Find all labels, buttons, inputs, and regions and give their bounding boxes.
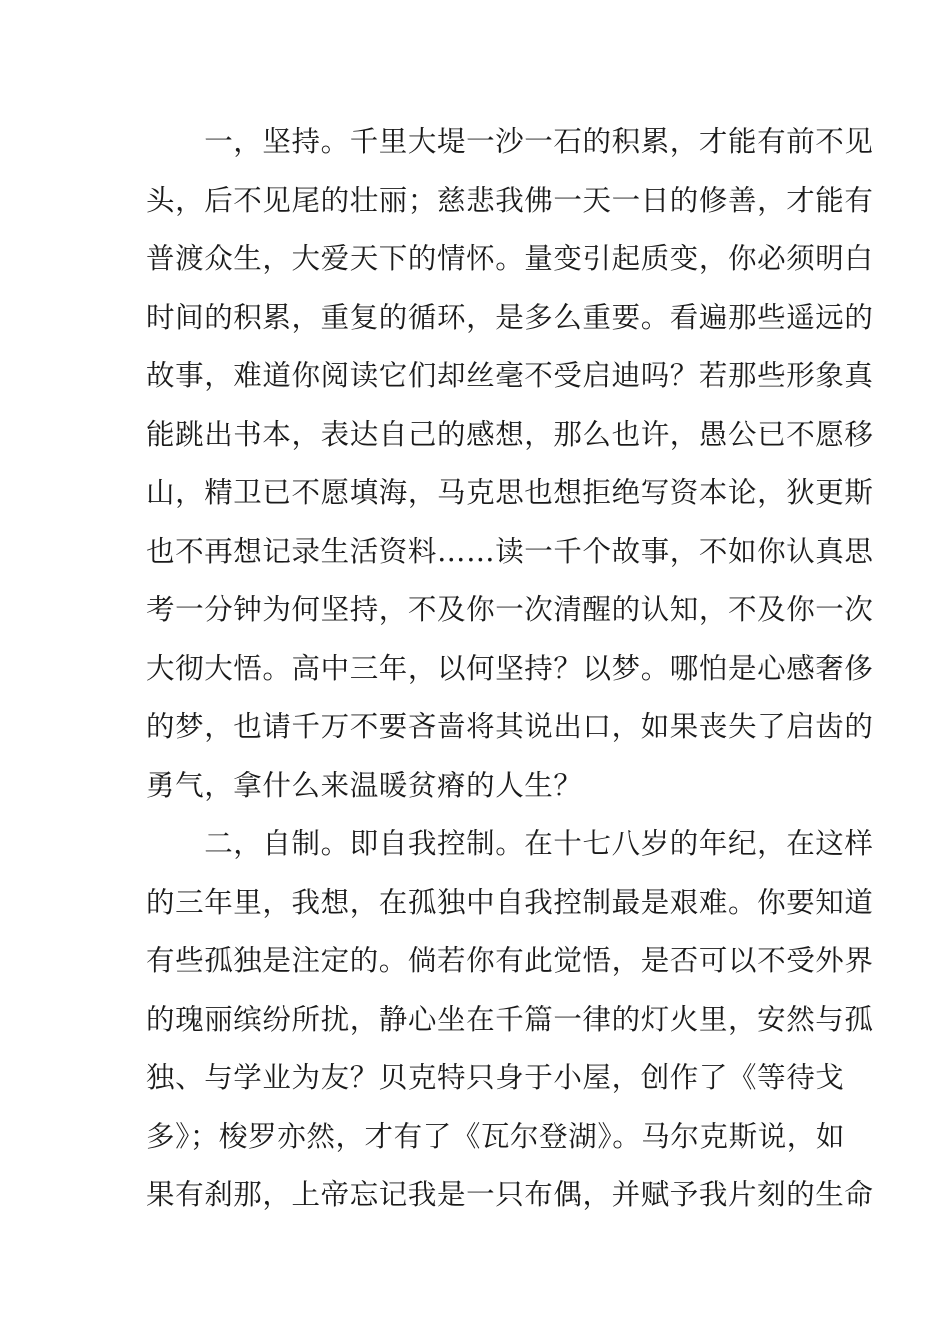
text-line: 考一分钟为何坚持，不及你一次清醒的认知，不及你一次	[146, 593, 874, 626]
text-line: 大彻大悟。高中三年，以何坚持？以梦。哪怕是心感奢侈	[146, 651, 874, 685]
text-line: 的三年里，我想，在孤独中自我控制最是艰难。你要知道	[146, 885, 874, 919]
text-line: 也不再想记录生活资料……读一千个故事，不如你认真思	[146, 534, 874, 568]
text-line: 果有刹那，上帝忘记我是一只布偶，并赋予我片刻的生命	[146, 1178, 874, 1211]
text-line: 山，精卫已不愿填海，马克思也想拒绝写资本论，狄更斯	[146, 476, 874, 509]
text-line: 普渡众生，大爱天下的情怀。量变引起质变，你必须明白	[146, 242, 874, 275]
text-line: 勇气，拿什么来温暖贫瘠的人生？	[146, 768, 583, 802]
text-line: 故事，难道你阅读它们却丝毫不受启迪吗？若那些形象真	[146, 359, 874, 392]
text-line: 一，坚持。千里大堤一沙一石的积累，才能有前不见	[146, 125, 874, 158]
text-line: 二，自制。即自我控制。在十七八岁的年纪，在这样	[146, 827, 874, 860]
text-line: 有些孤独是注定的。倘若你有此觉悟，是否可以不受外界	[146, 944, 874, 977]
text-line: 时间的积累，重复的循环，是多么重要。看遍那些遥远的	[146, 300, 874, 334]
text-line: 头，后不见尾的壮丽；慈悲我佛一天一日的修善，才能有	[146, 183, 874, 217]
text-line: 的瑰丽缤纷所扰，静心坐在千篇一律的灯火里，安然与孤	[146, 1002, 874, 1036]
text-line: 独、与学业为友？贝克特只身于小屋，创作了《等待戈	[146, 1061, 845, 1094]
text-line: 的梦，也请千万不要吝啬将其说出口，如果丧失了启齿的	[146, 710, 874, 743]
text-line: 能跳出书本，表达自己的感想，那么也许，愚公已不愿移	[146, 417, 874, 451]
essay-body	[146, 113, 874, 1225]
text-line: 多》；梭罗亦然，才有了《瓦尔登湖》。马尔克斯说，如	[146, 1119, 846, 1153]
